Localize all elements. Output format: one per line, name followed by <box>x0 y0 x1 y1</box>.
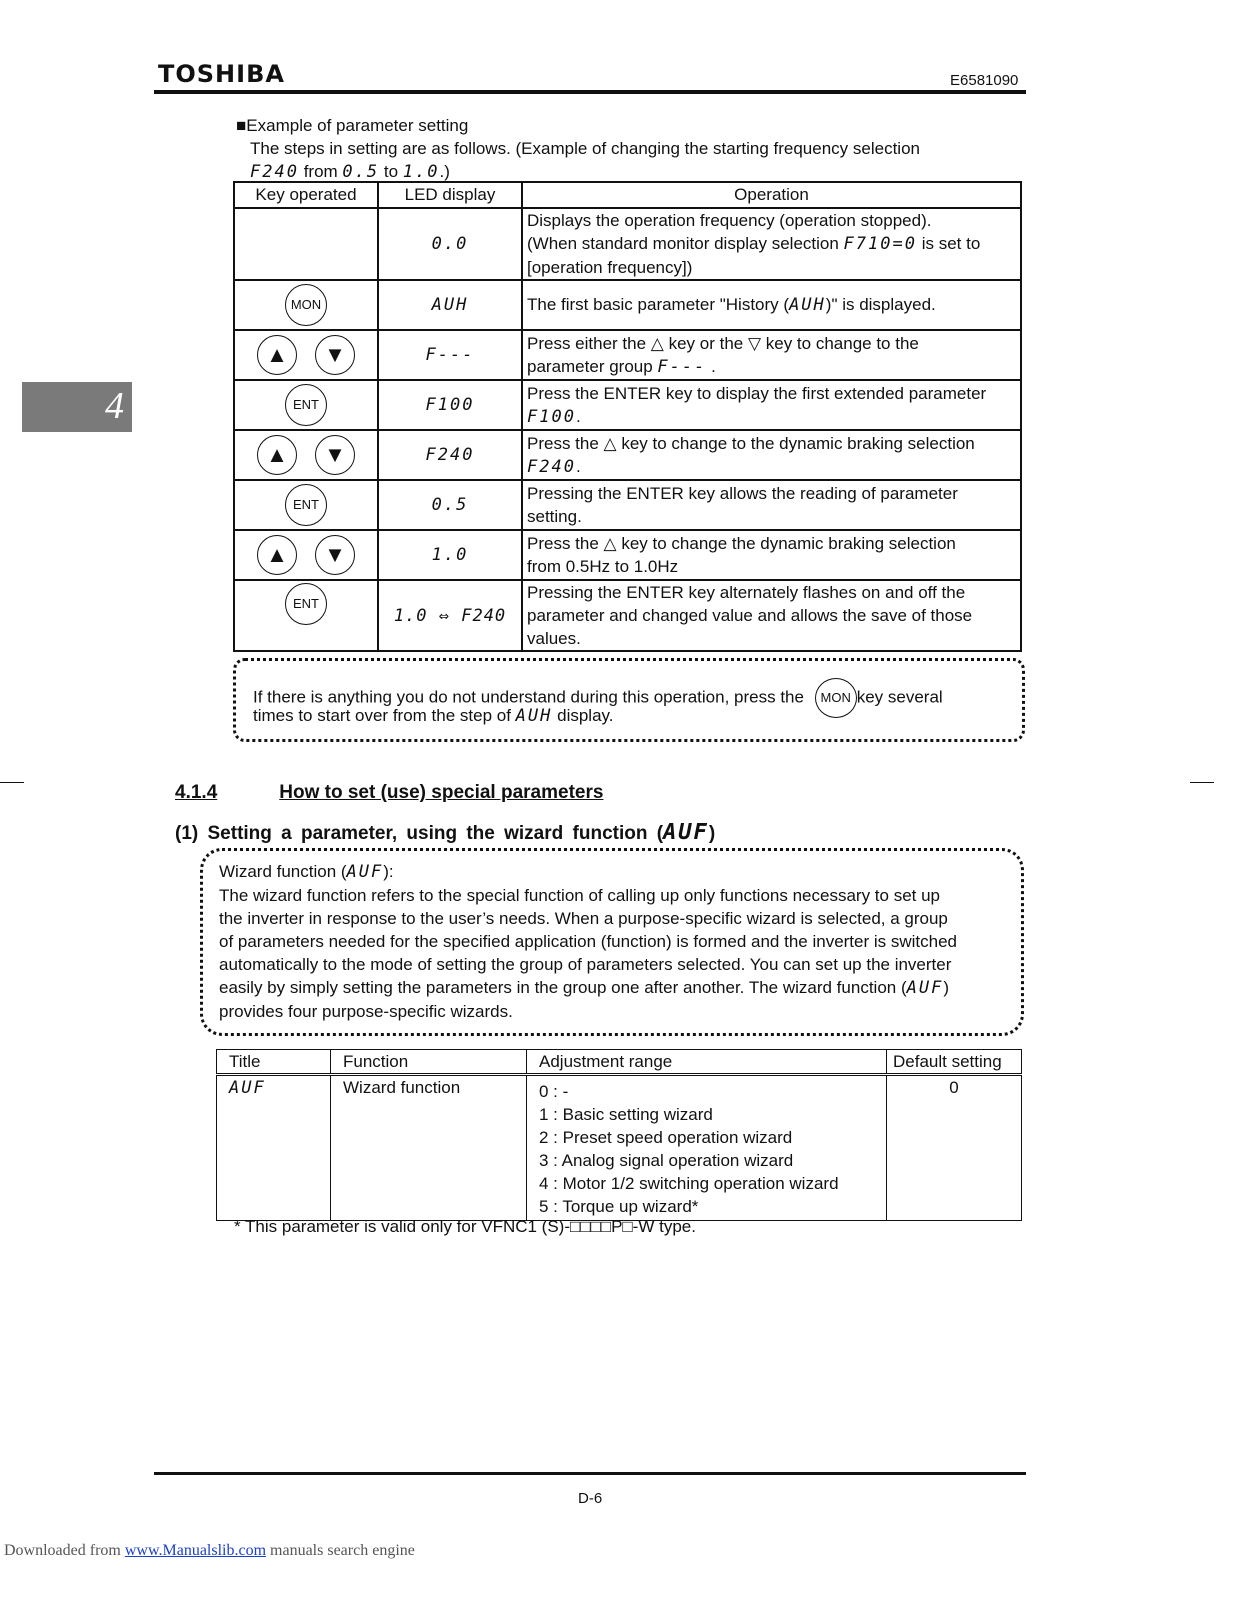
key-cell <box>234 530 378 580</box>
lcd-param: AUH <box>515 706 553 726</box>
table-header-row <box>234 182 1021 208</box>
wizard-line: The wizard function refers to the special function of calling up only functions necessary to set up <box>219 886 941 905</box>
operation-text: Press the ENTER key to display the first extended parameter <box>527 383 987 403</box>
led-display: F--- <box>425 345 475 365</box>
footnote: * This parameter is valid only for VFNC1 (S)-□□□□P□-W type. <box>234 1217 696 1236</box>
note-text-part: If there is anything you do not understand during this operation, press the <box>253 687 804 707</box>
down-arrow-key-icon: ▼ <box>315 335 355 375</box>
range-item: 4 : Motor 1/2 switching operation wizard <box>539 1174 839 1193</box>
key-cell <box>234 208 378 280</box>
wizard-label: ): <box>383 862 394 881</box>
document-number: E6581090 <box>950 72 1019 89</box>
led-display: 1.0 <box>431 545 469 565</box>
table-row <box>234 330 1021 380</box>
operation-text: )" is displayed. <box>825 295 936 314</box>
operation-cell <box>522 580 1021 651</box>
led-cell <box>378 530 522 580</box>
column-header: Title <box>217 1050 331 1075</box>
operation-cell <box>522 480 1021 530</box>
lcd-param: F240 <box>250 162 299 182</box>
operation-text: is set to <box>916 234 981 253</box>
up-arrow-key-icon: ▲ <box>257 535 297 575</box>
note-text-part: display. <box>557 706 614 725</box>
param-default-cell: 0 <box>887 1075 1022 1221</box>
wizard-info-text <box>219 860 1019 1023</box>
wizard-line: of parameters needed for the specified application (function) is formed and the inverter is switched <box>219 932 958 951</box>
mon-key-icon: MON <box>815 678 857 718</box>
operation-text: Press the △ key to change to the dynamic braking selection <box>527 433 975 453</box>
table-row <box>234 530 1021 580</box>
header-rule <box>154 90 1026 94</box>
margin-mark-right <box>1190 782 1214 783</box>
subsection-text: ) <box>708 823 716 844</box>
operation-text: [operation frequency]) <box>527 258 693 277</box>
footer-text: manuals search engine <box>266 1542 415 1559</box>
operation-cell <box>522 330 1021 380</box>
key-cell <box>234 330 378 380</box>
operation-text: from 0.5Hz to 1.0Hz <box>527 557 679 576</box>
operation-text: parameter and changed value and allows the save of those <box>527 606 973 625</box>
led-cell <box>378 208 522 280</box>
footer-text: Downloaded from <box>4 1542 125 1559</box>
footer-rule <box>154 1472 1026 1475</box>
range-item: 2 : Preset speed operation wizard <box>539 1128 793 1147</box>
led-cell <box>378 380 522 430</box>
range-item: 3 : Analog signal operation wizard <box>539 1151 794 1170</box>
note-text <box>253 678 1013 728</box>
section-title: How to set (use) special parameters <box>279 782 604 803</box>
column-header: Function <box>331 1050 527 1075</box>
operation-cell <box>522 280 1021 330</box>
led-cell <box>378 430 522 480</box>
operation-cell <box>522 208 1021 280</box>
led-cell <box>378 580 522 651</box>
range-item: 1 : Basic setting wizard <box>539 1105 713 1124</box>
lcd-value: 0.5 <box>342 162 380 182</box>
table-row <box>234 430 1021 480</box>
column-header: Adjustment range <box>527 1050 887 1075</box>
operation-text: . <box>575 406 581 426</box>
ent-key-icon: ENT <box>285 384 327 426</box>
led-display: AUH <box>431 295 469 315</box>
range-item: 0 : - <box>539 1082 569 1101</box>
table-row <box>234 580 1021 651</box>
chapter-tab <box>22 382 132 432</box>
steps-table <box>233 181 1022 652</box>
key-cell <box>234 480 378 530</box>
table-header-row <box>217 1050 1022 1075</box>
lcd-param: F240 <box>527 456 576 477</box>
intro-to: to <box>383 162 399 181</box>
lcd-param: AUF <box>229 1078 266 1098</box>
led-cell <box>378 480 522 530</box>
operation-text: Displays the operation frequency (operation stopped). <box>527 211 932 230</box>
intro-from: from <box>303 162 338 181</box>
operation-text: . <box>706 356 716 376</box>
key-cell <box>234 430 378 480</box>
led-display: F240 <box>425 445 475 465</box>
page-number: D-6 <box>578 1490 603 1507</box>
lcd-param: AUF <box>346 862 384 882</box>
operation-text: values. <box>527 629 581 648</box>
lcd-param: AUF <box>906 978 944 998</box>
wizard-line: provides four purpose-specific wizards. <box>219 1002 513 1021</box>
param-title-cell <box>217 1075 331 1221</box>
table-row <box>234 280 1021 330</box>
operation-text: Pressing the ENTER key allows the reading of parameter <box>527 484 958 503</box>
table-row <box>234 380 1021 430</box>
led-display: F100 <box>425 395 475 415</box>
operation-cell <box>522 430 1021 480</box>
operation-text: The first basic parameter "History ( <box>527 295 790 314</box>
table-row <box>217 1075 1022 1221</box>
wizard-line: ) <box>943 978 950 997</box>
subsection-text: (1) Setting a parameter, using the wizard function ( <box>175 823 664 844</box>
ent-key-icon: ENT <box>285 583 327 625</box>
column-header: Key operated <box>234 182 378 208</box>
download-footer <box>4 1542 415 1560</box>
table-row <box>234 480 1021 530</box>
down-arrow-key-icon: ▼ <box>315 435 355 475</box>
column-header: Operation <box>522 182 1021 208</box>
example-heading <box>236 114 468 137</box>
example-intro-line: The steps in setting are as follows. (Example of changing the starting frequency selection <box>250 139 920 158</box>
margin-mark-left <box>0 782 24 783</box>
operation-text: Pressing the ENTER key alternately flashes on and off the <box>527 583 966 602</box>
intro-end: .) <box>439 162 450 181</box>
operation-text: (When standard monitor display selection <box>527 234 844 253</box>
range-item: 5 : Torque up wizard* <box>539 1197 699 1216</box>
mon-key-icon: MON <box>285 284 327 326</box>
lcd-param: AUF <box>663 820 709 845</box>
led-display: 0.5 <box>431 495 469 515</box>
lcd-param: F--- <box>657 356 707 377</box>
chapter-number: 4 <box>105 385 124 427</box>
up-arrow-key-icon: ▲ <box>257 435 297 475</box>
note-text-part: key several <box>856 687 943 707</box>
table-row <box>234 208 1021 280</box>
down-arrow-key-icon: ▼ <box>315 535 355 575</box>
led-display: 0.0 <box>431 234 469 254</box>
section-number: 4.1.4 <box>175 782 218 803</box>
column-header: Default setting <box>887 1050 1022 1075</box>
operation-text: Press the △ key to change the dynamic braking selection <box>527 534 956 553</box>
operation-text: setting. <box>527 507 582 526</box>
param-range-cell <box>527 1075 887 1221</box>
operation-cell <box>522 380 1021 430</box>
note-text-part: times to start over from the step of <box>253 706 511 725</box>
operation-text: parameter group <box>527 356 658 376</box>
lcd-param: AUH <box>789 295 826 315</box>
section-heading <box>175 782 603 804</box>
operation-text: . <box>575 456 581 476</box>
lcd-param: F100 <box>527 406 576 427</box>
wizard-line: easily by simply setting the parameters in the group one after another. The wizard function ( <box>219 978 907 997</box>
lcd-value: 1.0 <box>402 162 440 182</box>
param-function-cell: Wizard function <box>331 1075 527 1221</box>
key-cell <box>234 280 378 330</box>
subsection-heading <box>175 820 715 845</box>
key-cell <box>234 380 378 430</box>
operation-cell <box>522 530 1021 580</box>
square-bullet-icon: ■ <box>236 116 247 135</box>
ent-key-icon: ENT <box>285 484 327 526</box>
lcd-param: F710=0 <box>843 234 917 254</box>
led-cell <box>378 280 522 330</box>
example-heading-text: Example of parameter setting <box>246 116 469 135</box>
led-cell <box>378 330 522 380</box>
column-header: LED display <box>378 182 522 208</box>
toshiba-logo: TOSHIBA <box>158 60 285 88</box>
key-cell <box>234 580 378 651</box>
parameter-table <box>216 1049 1022 1221</box>
wizard-line: automatically to the mode of setting the group of parameters selected. You can set up the inverter <box>219 955 952 974</box>
up-arrow-key-icon: ▲ <box>257 335 297 375</box>
manualslib-link[interactable]: www.Manualslib.com <box>124 1542 267 1559</box>
led-display: 1.0 ⇔ F240 <box>393 605 507 626</box>
operation-text: Press either the △ key or the ▽ key to change to the <box>527 333 919 353</box>
wizard-label: Wizard function ( <box>219 862 347 881</box>
wizard-line: the inverter in response to the user’s needs. When a purpose-specific wizard is selected, a group <box>219 909 948 928</box>
